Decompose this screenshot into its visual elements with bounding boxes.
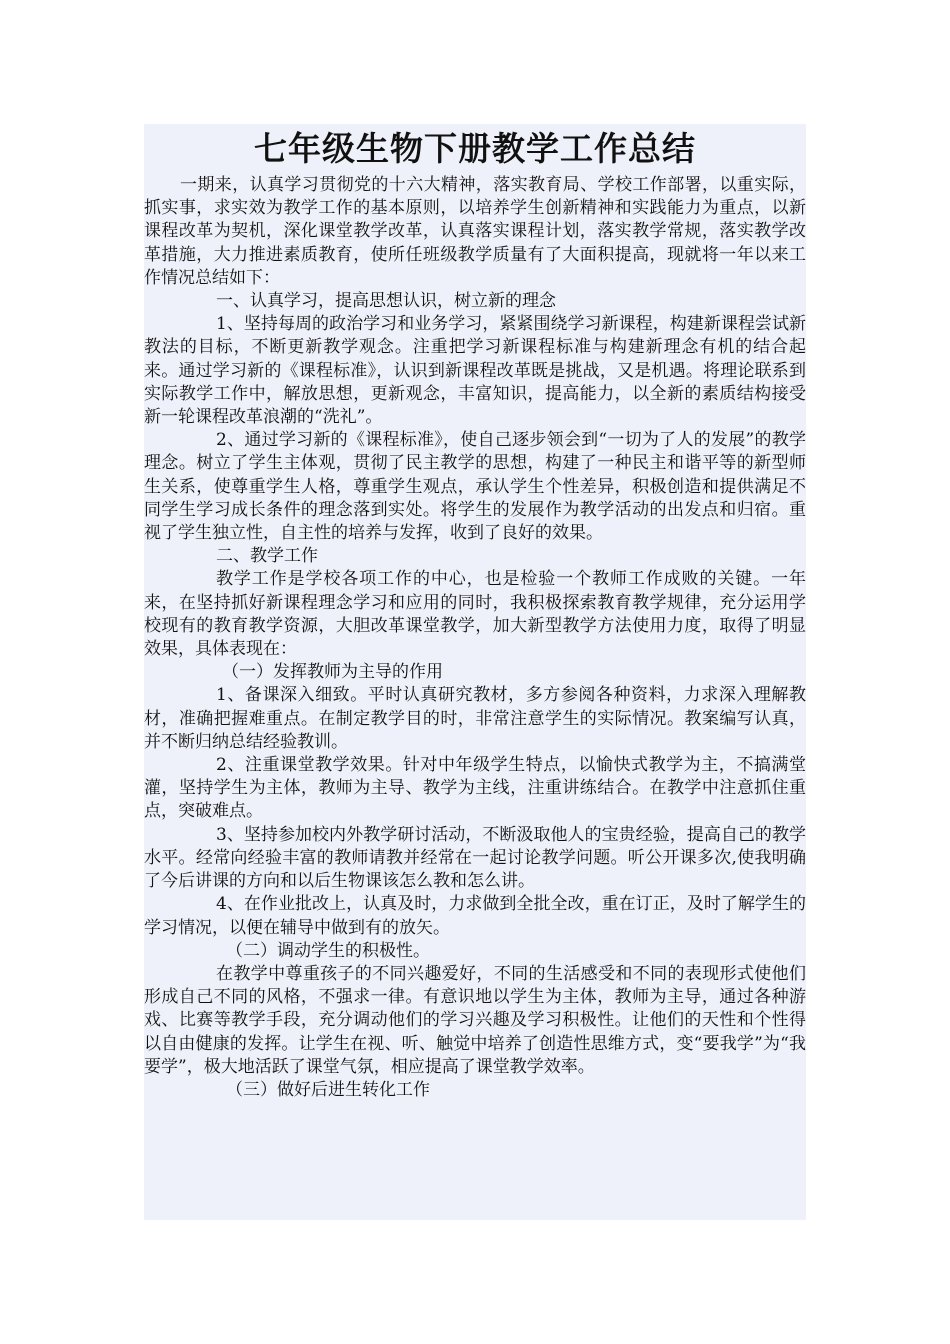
section-1-paragraph-1: 1、坚持每周的政治学习和业务学习，紧紧围绕学习新课程，构建新课程尝试新教法的目标，不断更新教学观念。注重把学习新课程标准与构建新理念有机的结合起来。通过学习新的《课程标准》，认识到新课程改革既是挑战，又是机遇。将理论联系到实际教学工作中，解放思想，更新观念，丰富知识，提高能力，以全新的素质结构接受新一轮课程改革浪潮的“洗礼”。 [144,314,806,428]
subsection-1-item-2: 2、注重课堂教学效果。针对中年级学生特点，以愉快式教学为主，不搞满堂灌，坚持学生为主体，教师为主导、教学为主线，注重讲练结合。在教学中注意抓住重点，突破难点。 [144,755,806,822]
subsection-3-heading: （三）做好后进生转化工作 [226,1079,430,1100]
subsection-1-item-4: 4、在作业批改上，认真及时，力求做到全批全改，重在订正，及时了解学生的学习情况，以便在辅导中做到有的放矢。 [144,894,806,938]
document-title: 七年级生物下册教学工作总结 [254,129,696,168]
document-page [144,124,806,1220]
section-2-paragraph-1: 教学工作是学校各项工作的中心，也是检验一个教师工作成败的关键。一年来，在坚持抓好新课程理念学习和应用的同时，我积极探索教育教学规律，充分运用学校现有的教育教学资源，大胆改革课堂教学，加大新型教学方法使用力度，取得了明显效果，具体表现在： [144,569,806,660]
section-1-heading: 一、认真学习，提高思想认识，树立新的理念 [216,291,556,312]
subsection-1-heading: （一）发挥教师为主导的作用 [222,662,443,683]
subsection-2-paragraph-1: 在教学中尊重孩子的不同兴趣爱好，不同的生活感受和不同的表现形式使他们形成自己不同的风格，不强求一律。有意识地以学生为主体，教师为主导，通过各种游戏、比赛等教学手段，充分调动他们的学习兴趣及学习积极性。让他们的天性和个性得以自由健康的发挥。让学生在视、听、触觉中培养了创造性思维方式，变“要我学”为“我要学”，极大地活跃了课堂气氛，相应提高了课堂教学效率。 [144,963,806,1077]
subsection-1-item-3: 3、坚持参加校内外教学研讨活动，不断汲取他人的宝贵经验，提高自己的教学水平。经常向经验丰富的教师请教并经常在一起讨论教学问题。听公开课多次,使我明确了今后讲课的方向和以后生物课该怎么教和怎么讲。 [144,824,806,892]
section-1-paragraph-2: 2、通过学习新的《课程标准》，使自己逐步领会到“一切为了人的发展”的教学理念。树立了学生主体观，贯彻了民主教学的思想，构建了一种民主和谐平等的新型师生关系，使尊重学生人格，尊重学生观点，承认学生个性差异，积极创造和提供满足不同学生学习成长条件的理念落到实处。将学生的发展作为教学活动的出发点和归宿。重视了学生独立性，自主性的培养与发挥，收到了良好的效果。 [144,430,806,544]
section-2-heading: 二、教学工作 [216,546,318,567]
intro-paragraph: 一期来，认真学习贯彻党的十六大精神，落实教育局、学校工作部署，以重实际，抓实事，求实效为教学工作的基本原则，以培养学生创新精神和实践能力为重点，以新课程改革为契机，深化课堂教学改革，认真落实课程计划，落实教学常规，落实教学改革措施，大力推进素质教育，使所任班级教学质量有了大面积提高，现就将一年以来工作情况总结如下： [144,175,806,288]
subsection-1-item-1: 1、备课深入细致。平时认真研究教材，多方参阅各种资料，力求深入理解教材，准确把握难重点。在制定教学目的时，非常注意学生的实际情况。教案编写认真，并不断归纳总结经验教训。 [144,685,806,752]
subsection-2-heading: （二）调动学生的积极性。 [226,940,430,961]
